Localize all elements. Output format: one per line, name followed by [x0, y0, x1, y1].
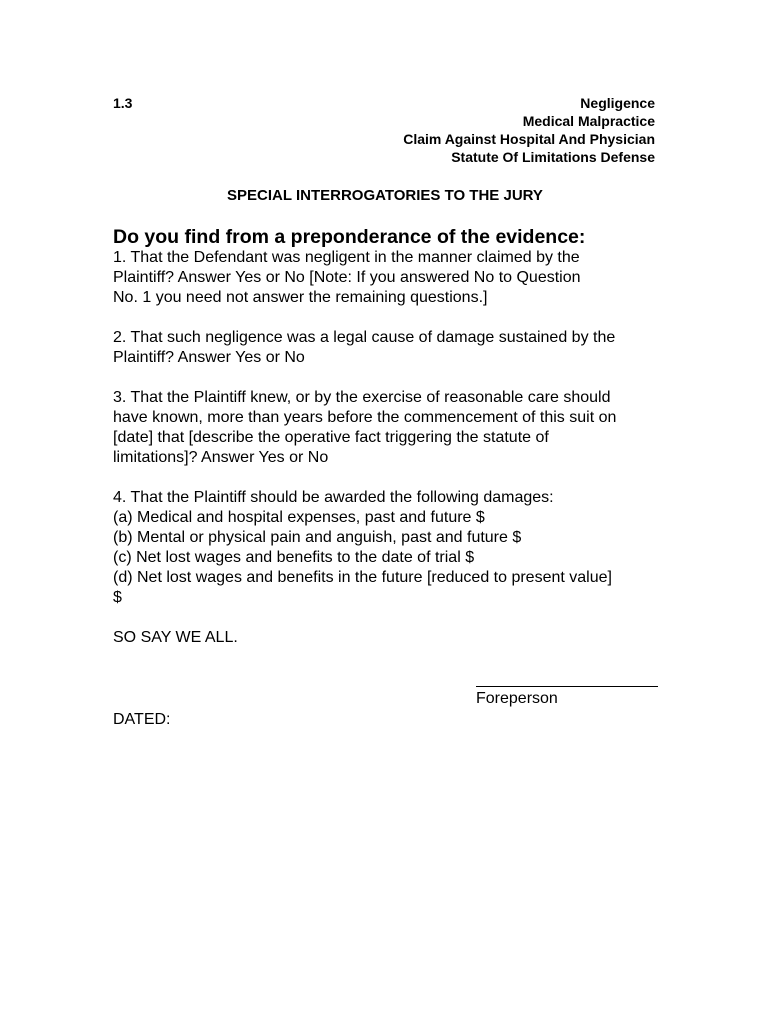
- header-line-claim: Claim Against Hospital And Physician: [403, 131, 655, 147]
- lead-question: Do you find from a preponderance of the evidence:: [113, 226, 586, 248]
- question-4-line: 4. That the Plaintiff should be awarded the following damages:: [113, 489, 554, 506]
- question-3-line: 3. That the Plaintiff knew, or by the exercise of reasonable care should: [113, 389, 611, 406]
- question-3-line: have known, more than years before the commencement of this suit on: [113, 409, 617, 426]
- question-3-line: limitations]? Answer Yes or No: [113, 449, 329, 466]
- signature-line: [476, 686, 658, 687]
- question-1-line: Plaintiff? Answer Yes or No [Note: If you answered No to Question: [113, 269, 581, 286]
- question-3: [113, 388, 673, 468]
- closing-text: SO SAY WE ALL.: [113, 629, 238, 646]
- section-number: 1.3: [113, 95, 133, 111]
- question-2: [113, 328, 673, 368]
- damages-item-d: (d) Net lost wages and benefits in the future [reduced to present value]: [113, 569, 612, 586]
- header-line-negligence: Negligence: [580, 95, 655, 111]
- question-1: [113, 248, 673, 308]
- question-4: [113, 488, 673, 608]
- header-block: [403, 94, 655, 166]
- document-title: SPECIAL INTERROGATORIES TO THE JURY: [227, 187, 543, 204]
- question-3-line: [date] that [describe the operative fact triggering the statute of: [113, 429, 549, 446]
- question-1-line: 1. That the Defendant was negligent in the manner claimed by the: [113, 249, 580, 266]
- header-line-statute-defense: Statute Of Limitations Defense: [451, 149, 655, 165]
- question-1-line: No. 1 you need not answer the remaining questions.]: [113, 289, 488, 306]
- damages-item-a: (a) Medical and hospital expenses, past and future $: [113, 509, 485, 526]
- damages-item-c: (c) Net lost wages and benefits to the date of trial $: [113, 549, 475, 566]
- damages-item-b: (b) Mental or physical pain and anguish, past and future $: [113, 529, 522, 546]
- question-2-line: Plaintiff? Answer Yes or No: [113, 349, 305, 366]
- damages-item-d-amount: $: [113, 589, 122, 606]
- foreperson-label: Foreperson: [476, 690, 558, 707]
- dated-block: [113, 710, 673, 730]
- dated-label: DATED:: [113, 711, 171, 728]
- closing-statement: [113, 628, 673, 648]
- header-line-medical-malpractice: Medical Malpractice: [522, 113, 655, 129]
- question-2-line: 2. That such negligence was a legal cause of damage sustained by the: [113, 329, 616, 346]
